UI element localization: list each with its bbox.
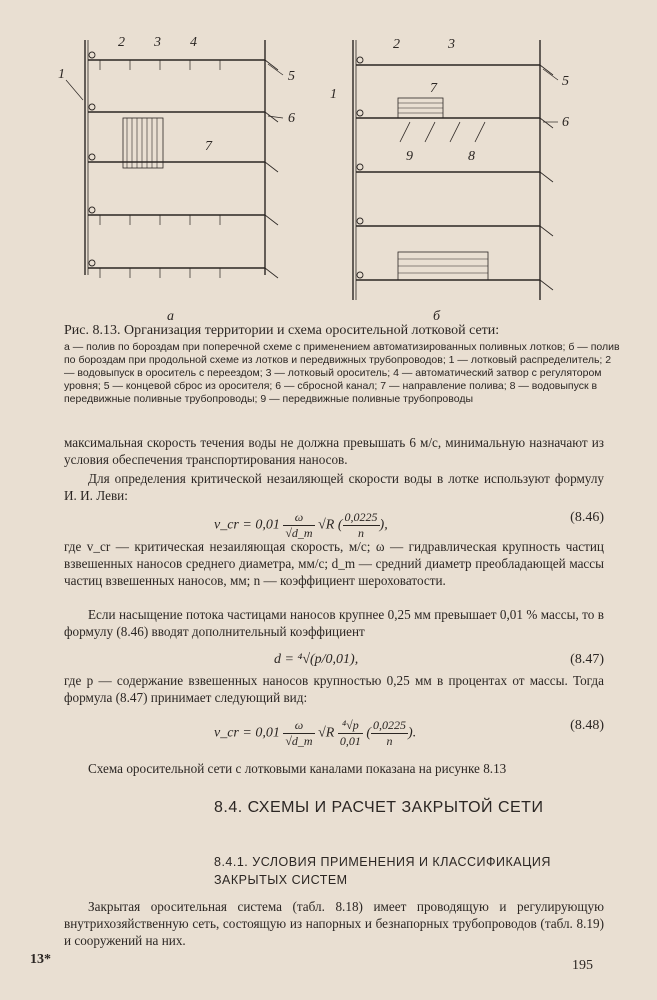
callout-right-3: 3 — [448, 37, 455, 52]
paragraph-velocity-limits: максимальная скорость течения воды не должна превышать 6 м/с, минимальную назначают из условия обеспечения транспортирования наносов. — [64, 435, 604, 467]
subsection-heading-8-4-1: 8.4.1. УСЛОВИЯ ПРИМЕНЕНИЯ И КЛАССИФИКАЦИЯ ЗАКРЫТЫХ СИСТЕМ — [214, 855, 551, 887]
figure-callouts-right — [330, 37, 569, 164]
callout-right-6: 6 — [562, 115, 569, 130]
formula-8-48-number: (8.48) — [570, 718, 604, 733]
page-number: 195 — [572, 958, 593, 973]
paragraph-levi-intro: Для определения критической незаиляющей скорости воды в лотке используют формулу И. И. Леви: — [64, 471, 604, 503]
paragraph-extra-coefficient: Если насыщение потока частицами наносов крупнее 0,25 мм превышает 0,01 % массы, то в формулу (8.46) вводят дополнительный коэффициент — [64, 607, 604, 639]
formula-8-46-expression: v_cr = 0,01 $\frac{\omega}{√d\_m}$ √R ( $\frac{0,0225}{n}$ ), — [214, 510, 388, 540]
callout-right-1: 1 — [330, 87, 337, 102]
caption-title: Рис. 8.13. Организация территории и схема оросительной лотковой сети: — [64, 323, 500, 338]
paragraph-variables-847: где p — содержание взвешенных наносов крупностью 0,25 мм в процентах от массы. Тогда формула (8.47) принимает следующий вид: — [64, 673, 604, 705]
figure-caption — [64, 322, 624, 406]
formula-8-48-expression: v_cr = 0,01 $\frac{\omega}{√d\_m}$ √R $\frac{\text{⁴√p}}{0,01}$ ( $\frac{0,0225}{n}$ ). — [214, 718, 417, 748]
caption-body: а — полив по бороздам при поперечной схеме с применением автоматизированных поливных лотков; б — полив по бороздам при продольной схеме из лотков и передвижных трубопроводов; 1 — лотковый распределитель; 2 — водовыпуск в ороситель с переездом; 3 — лотковый ороситель; 4 — автоматический затвор с регулятором уровня; 5 — концевой сброс из оросителя; 6 — сбросной канал; 7 — направление полива; 8 — водовыпуск в передвижные поливные трубопроводы; 9 — передвижные поливные трубопроводы — [64, 341, 620, 405]
callout-left-6: 6 — [288, 111, 295, 126]
formula-8-47-expression: d = ⁴√(p/0,01), — [274, 652, 359, 667]
callout-right-9: 9 — [406, 149, 413, 164]
callout-left-4: 4 — [190, 35, 197, 50]
callout-left-2: 2 — [118, 35, 125, 50]
irrigation-schemes-drawing — [40, 30, 640, 330]
callout-left-1: 1 — [58, 67, 65, 82]
paragraph-closed-system: Закрытая оросительная система (табл. 8.18) имеет проводящую и регулирующую внутрихозяйственную сеть, состоящую из напорных и безнапорных трубопроводов (табл. 8.19) и сооружений на них. — [64, 899, 604, 948]
subfigure-label-a: а — [167, 309, 174, 324]
printer-signature-mark: 13* — [30, 952, 51, 967]
paragraph-variables-846: где v_cr — критическая незаиляющая скорость, м/с; ω — гидравлическая крупность частиц взвешенных наносов среднего диаметра, мм/с; d_m — средний диаметр преобладающей массы частиц взвешенных наносов, мм; n — коэффициент шероховатости. — [64, 539, 604, 588]
paragraph-figure-reference: Схема оросительной сети с лотковыми каналами показана на рисунке 8.13 — [88, 761, 507, 776]
section-heading-8-4: 8.4. СХЕМЫ И РАСЧЕТ ЗАКРЫТОЙ СЕТИ — [214, 799, 544, 816]
callout-right-5: 5 — [562, 74, 569, 89]
callout-left-5: 5 — [288, 69, 295, 84]
callout-right-7: 7 — [430, 81, 437, 96]
figure-8-13 — [40, 30, 640, 330]
formula-8-47-number: (8.47) — [570, 652, 604, 667]
formula-8-48 — [64, 708, 604, 748]
formula-8-46-number: (8.46) — [570, 510, 604, 525]
subfigure-label-b: б — [433, 309, 441, 324]
callout-right-2: 2 — [393, 37, 400, 52]
callout-left-7: 7 — [205, 139, 212, 154]
formula-8-46 — [64, 500, 604, 540]
callout-left-3: 3 — [154, 35, 161, 50]
callout-right-8: 8 — [468, 149, 475, 164]
